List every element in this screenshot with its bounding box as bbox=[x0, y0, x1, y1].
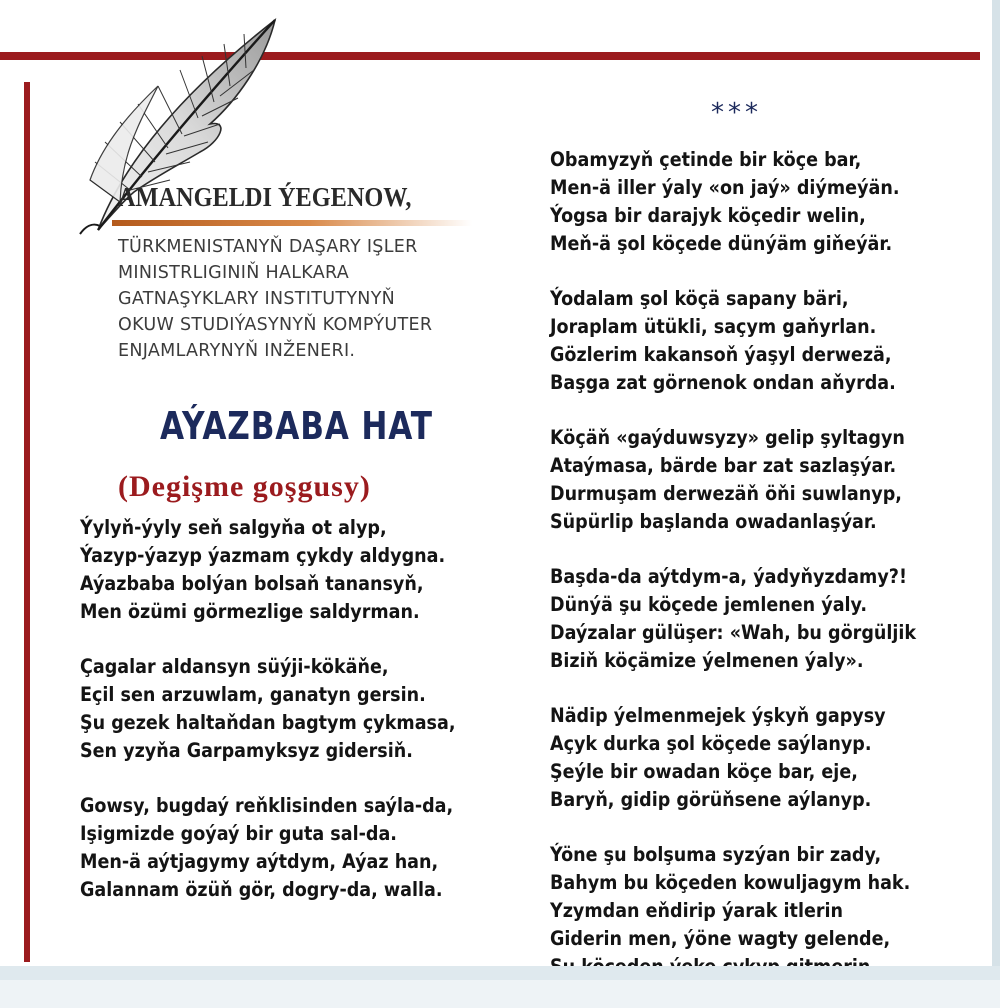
author-affiliation bbox=[118, 234, 498, 364]
affiliation-line: MINISTRLIGINIŇ HALKARA bbox=[118, 263, 350, 283]
verse-line: Obamyzyň çetinde bir köçe bar, bbox=[550, 148, 862, 171]
verse-line: Yzymdan eňdirip ýarak itlerin bbox=[550, 899, 844, 922]
stanza bbox=[550, 285, 980, 397]
verse-line: Başda-da aýtdym-a, ýadyňyzdamy?! bbox=[550, 565, 907, 588]
verse-line: Biziň köçämize ýelmenen ýaly». bbox=[550, 649, 864, 672]
verse-line: Açyk durka şol köçede saýlanyp. bbox=[550, 732, 872, 755]
verse-line: Köçäň «gaýduwsyzy» gelip şyltagyn bbox=[550, 426, 905, 449]
poem-title: AÝAZBABA HAT bbox=[160, 404, 433, 448]
page-edge-bottom bbox=[0, 966, 1000, 980]
page-edge-right bbox=[992, 0, 1000, 980]
verse-line: Meň-ä şol köçede dünýäm giňeýär. bbox=[550, 232, 893, 255]
verse-line: Sen yzyňa Garpamyksyz gidersiň. bbox=[80, 739, 413, 762]
verse-line: Süpürlip başlanda owadanlaşýar. bbox=[550, 510, 877, 533]
verse-line: Durmuşam derwezäň öňi suwlanyp, bbox=[550, 482, 902, 505]
affiliation-line: ENJAMLARYNYŇ INŽENERI. bbox=[118, 341, 356, 361]
stanza bbox=[550, 702, 980, 814]
verse-line: Şeýle bir owadan köçe bar, eje, bbox=[550, 760, 858, 783]
verse-line: Şu gezek haltaňdan bagtym çykmasa, bbox=[80, 711, 456, 734]
stanza bbox=[550, 146, 980, 258]
author-underline bbox=[112, 220, 472, 226]
affiliation-line: TÜRKMENISTANYŇ DAŞARY IŞLER bbox=[118, 237, 418, 257]
verse-line: Gözlerim kakansoň ýaşyl derwezä, bbox=[550, 343, 892, 366]
verse-line: Ataýmasa, bärde bar zat sazlaşýar. bbox=[550, 454, 897, 477]
verse-line: Galannam özüň gör, dogry-da, walla. bbox=[80, 878, 443, 901]
affiliation-line: GATNAŞYKLARY INSTITUTYNYŇ bbox=[118, 289, 396, 309]
verse-line: Men-ä aýtjagymy aýtdym, Aýaz han, bbox=[80, 850, 439, 873]
left-red-rule bbox=[24, 82, 30, 962]
poem-left-column bbox=[80, 514, 510, 931]
verse-line: Baryň, gidip görüňsene aýlanyp. bbox=[550, 788, 872, 811]
stanza bbox=[550, 424, 980, 536]
author-name: AMANGELDI ÝEGENOW, bbox=[118, 182, 412, 212]
stanza bbox=[80, 653, 510, 765]
stanza bbox=[550, 841, 980, 981]
stanza bbox=[80, 514, 510, 626]
verse-line: Işigmizde goýaý bir guta sal-da. bbox=[80, 822, 397, 845]
verse-line: Joraplam ütükli, saçym gaňyrlan. bbox=[550, 315, 877, 338]
verse-line: Nädip ýelmenmejek ýşkyň gapysy bbox=[550, 704, 886, 727]
verse-line: Ýazyp-ýazyp ýazmam çykdy aldygna. bbox=[80, 544, 446, 567]
poem-right-column bbox=[550, 146, 980, 1008]
verse-line: Ýylyň-ýyly seň salgyňa ot alyp, bbox=[80, 516, 387, 539]
stanza bbox=[550, 563, 980, 675]
verse-line: Ýogsa bir darajyk köçedir welin, bbox=[550, 204, 866, 227]
verse-line: Gowsy, bugdaý reňklisinden saýla-da, bbox=[80, 794, 454, 817]
section-marker: *** bbox=[711, 98, 762, 128]
verse-line: Men-ä iller ýaly «on jaý» diýmeýän. bbox=[550, 176, 900, 199]
verse-line: Men özümi görmezlige saldyrman. bbox=[80, 600, 420, 623]
verse-line: Başga zat görnenok ondan aňyrda. bbox=[550, 371, 896, 394]
affiliation-line: OKUW STUDIÝASYNYŇ KOMPÝUTER bbox=[118, 315, 433, 335]
verse-line: Dünýä şu köçede jemlenen ýaly. bbox=[550, 593, 868, 616]
verse-line: Ýodalam şol köçä sapany bäri, bbox=[550, 287, 849, 310]
verse-line: Eçil sen arzuwlam, ganatyn gersin. bbox=[80, 683, 426, 706]
verse-line: Giderin men, ýöne wagty gelende, bbox=[550, 927, 891, 950]
verse-line: Bahym bu köçeden kowuljagym hak. bbox=[550, 871, 911, 894]
verse-line: Ýöne şu bolşuma syzýan bir zady, bbox=[550, 843, 882, 866]
stanza bbox=[80, 792, 510, 904]
verse-line: Aýazbaba bolýan bolsaň tanansyň, bbox=[80, 572, 424, 595]
verse-line: Daýzalar gülüşer: «Wah, bu görgüljik bbox=[550, 621, 917, 644]
poem-subtitle: (Degişme goşgusy) bbox=[118, 470, 371, 503]
verse-line: Çagalar aldansyn süýji-kökäňe, bbox=[80, 655, 389, 678]
